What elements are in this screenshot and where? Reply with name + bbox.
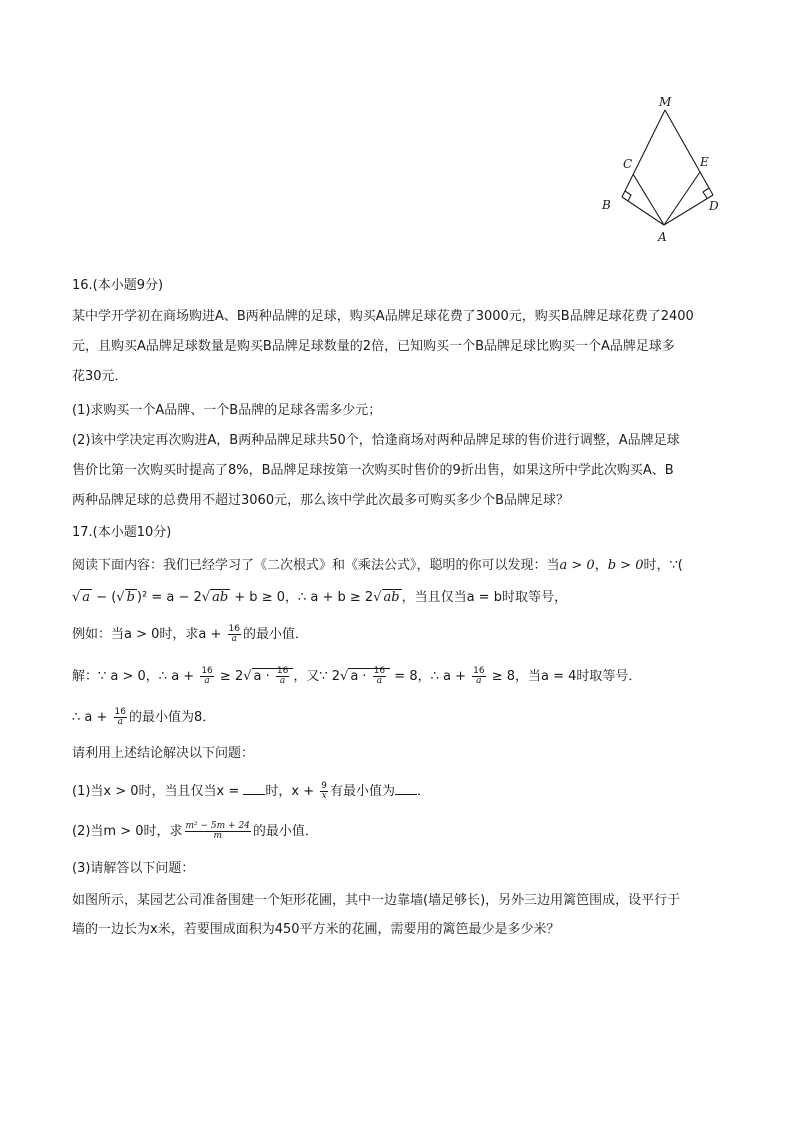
q16-subquestion-2-line3: 两种品牌足球的总费用不超过3060元，那么该中学此次最多可购买多少个B品牌足球？	[72, 493, 570, 508]
answer-blank-1[interactable]	[243, 782, 265, 795]
label-c: C	[623, 157, 633, 171]
cond-a: a > 0	[559, 558, 595, 573]
q17-intro-line2: √ a − (√ b )² = a − 2√ ab + b ≥ 0，∴ a + b ≥ 2√ ab ，当且仅当a = b时取等号，	[72, 590, 567, 605]
q17-header: 17.(本小题10分)	[72, 525, 172, 540]
cond-b: b > 0	[607, 558, 644, 573]
intro2-tail: ，当且仅当a = b时取等号，	[401, 590, 567, 605]
q17-part-3-line1: 如图所示，某园艺公司准备围建一个矩形花圃，其中一边靠墙(墙足够长)，另外三边用篱笆围成，设平行于	[72, 893, 681, 908]
segment-ba	[622, 197, 664, 225]
sol-frac-1: $\frac{16}{a}$	[201, 666, 213, 686]
q17-part-3-line2: 墙的一边长为x米，若要围成面积为450平方米的花圃，需要用的篱笆最少是多少米？	[72, 922, 560, 937]
intro1-text: 阅读下面内容：我们已经学习了《二次根式》和《乘法公式》，聪明的你可以发现：当	[72, 558, 560, 573]
fraction-9-over-x: $\frac{9}{x}$	[321, 781, 327, 801]
example-text: 例如：当a > 0时，求a +	[72, 627, 226, 642]
result-frac: $\frac{16}{a}$	[114, 707, 126, 727]
label-a: A	[658, 230, 667, 244]
label-d: D	[709, 199, 719, 213]
q17-example	[72, 625, 308, 644]
q17-part-1	[72, 782, 430, 801]
intro2-mid: )² = a − 2	[136, 590, 202, 605]
solution-text-3: ，又∵ 2	[293, 669, 341, 684]
segment-mb	[622, 110, 665, 197]
sqrt-ab: ab	[212, 590, 229, 605]
result-tail: 的最小值为8．	[128, 710, 216, 725]
sqrt-ab-2: ab	[383, 590, 400, 605]
minus: −	[96, 590, 112, 605]
intro1-tail: 时，∵(	[643, 558, 683, 573]
q16-subquestion-2-line1: (2)该中学决定再次购进A，B两种品牌足球共50个，恰逢商场对两种品牌足球的售价进行调整，A品牌足球	[72, 433, 680, 448]
sqrt-a: a	[82, 590, 91, 605]
part2-text: (2)当m > 0时，求	[72, 824, 183, 839]
segment-da	[664, 195, 713, 225]
solution-text-2: ≥ 2	[215, 669, 244, 684]
q16-paragraph-line3: 花30元．	[72, 369, 128, 384]
part1-text: (1)当x > 0时，当且仅当x =	[72, 784, 244, 799]
q17-solution: 解：∵ a > 0，∴ a + $\frac{16}{a}$ ≥ 2√ a · $\frac{16}{a}$ ，又∵ 2√ a · $\frac{16}{a}$ = 8，∴ a + $\frac{16}{a}$ ≥ 8，当a = 4时取等号．	[72, 666, 642, 686]
right-angle-d	[703, 188, 709, 198]
sol-radicand-1: a · $\frac{16}{a}$	[252, 668, 294, 684]
answer-blank-2[interactable]	[395, 782, 417, 795]
q17-part-3: (3)请解答以下问题：	[72, 861, 195, 876]
sqrt-b: b	[126, 590, 135, 605]
label-e: E	[700, 155, 709, 169]
fraction-16-over-a: $\frac{16}{a}$	[228, 624, 240, 644]
q16-header: 16.(本小题9分)	[72, 278, 164, 293]
kite-figure	[596, 92, 736, 252]
q16-subquestion-1: (1)求购买一个A品牌、一个B品牌的足球各需多少元；	[72, 403, 382, 418]
q16-paragraph-line2: 元，且购买A品牌足球数量是购买B品牌足球数量的2倍，已知购买一个B品牌足球比购买一个A品牌足球多	[72, 339, 675, 354]
fraction-m-expression: $\frac{\text{m² − 5m + 24}}{m}$	[185, 821, 250, 841]
solution-text-1: 解：∵ a > 0，∴ a +	[72, 669, 199, 684]
part1-mid2: 有最小值为	[329, 784, 395, 799]
segment-ca	[633, 174, 664, 225]
part1-mid: 时，x +	[265, 784, 319, 799]
q16-paragraph-line1: 某中学开学初在商场购进A、B两种品牌的足球，购买A品牌足球花费了3000元，购买B品牌足球花费了2400	[72, 309, 694, 324]
segment-ea	[664, 172, 700, 225]
q17-intro-line1: 阅读下面内容：我们已经学习了《二次根式》和《乘法公式》，聪明的你可以发现：当a > 0，b > 0时，∵(	[72, 558, 683, 573]
label-m: M	[659, 95, 672, 109]
q16-subquestion-2-line2: 售价比第一次购买时提高了8%，B品牌足球按第一次购买时售价的9折出售，如果这所中学此次购买A、B	[72, 463, 674, 478]
intro2-mid2: + b ≥ 0，∴ a + b ≥ 2	[234, 590, 374, 605]
sol-frac-2: $\frac{16}{a}$	[473, 666, 485, 686]
solution-text-5: ≥ 8，当a = 4时取等号．	[487, 669, 642, 684]
example-tail: 的最小值．	[242, 627, 308, 642]
q17-prompt: 请利用上述结论解决以下问题：	[72, 746, 255, 761]
sol-radicand-2: a · $\frac{16}{a}$	[348, 668, 390, 684]
q17-result	[72, 708, 215, 727]
segment-md	[665, 110, 713, 195]
result-text: ∴ a +	[72, 710, 112, 725]
q17-part-2	[72, 822, 318, 841]
solution-text-4: = 8，∴ a +	[390, 669, 471, 684]
part1-tail: ．	[417, 784, 431, 799]
part2-tail: 的最小值．	[252, 824, 318, 839]
label-b: B	[602, 198, 611, 212]
